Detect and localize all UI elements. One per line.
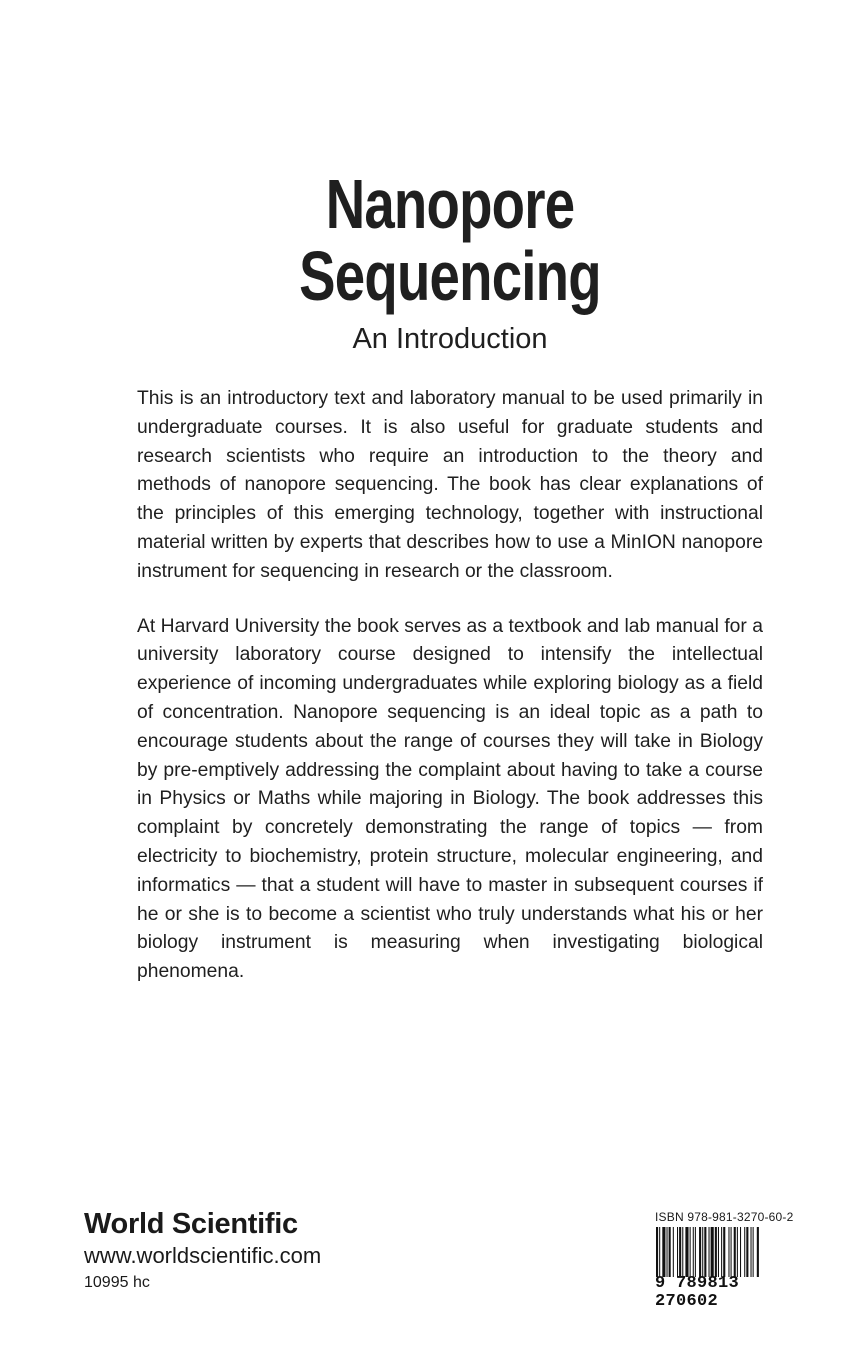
publisher-code: 10995 hc <box>84 1274 150 1291</box>
barcode-digits: 9 789813 270602 <box>655 1274 740 1311</box>
barcode-bar <box>734 1227 736 1277</box>
barcode-bar <box>723 1227 725 1277</box>
barcode-icon <box>655 1227 799 1277</box>
barcode-bar <box>702 1227 703 1277</box>
barcode-bar <box>709 1227 710 1277</box>
title-line-2: Sequencing <box>299 237 601 315</box>
publisher-url: www.worldscientific.com <box>84 1243 322 1268</box>
barcode-bar <box>669 1227 671 1277</box>
barcode-bar <box>731 1227 732 1277</box>
barcode-bar <box>715 1227 717 1277</box>
barcode-block <box>655 1210 799 1311</box>
barcode-bar <box>695 1227 696 1277</box>
barcode-bar <box>699 1227 701 1277</box>
barcode-bar <box>711 1227 714 1277</box>
barcode-bar <box>693 1227 694 1277</box>
title-block <box>0 165 855 356</box>
barcode-bar <box>659 1227 660 1277</box>
barcode-bar <box>718 1227 719 1277</box>
barcode-bar <box>728 1227 729 1277</box>
barcode-bar <box>737 1227 738 1277</box>
barcode-bar <box>682 1227 683 1277</box>
isbn-label: ISBN 978-981-3270-60-2 <box>655 1210 794 1224</box>
barcode-bar <box>721 1227 722 1277</box>
barcode-bar <box>704 1227 706 1277</box>
blurb-paragraph-1: This is an introductory text and laboratory manual to be used primarily in undergraduate courses. It is also useful for graduate students and research scientists who require an introduction to the theory and methods of nanopore sequencing. The book has clear explanations of the principles of this emerging technology, together with instructional material written by experts that describes how to use a MinION nanopore instrument for sequencing in research or the classroom. <box>137 388 763 582</box>
publisher-block <box>84 1206 321 1294</box>
title-line-1: Nanopore <box>325 165 575 243</box>
blurb-paragraph-2: At Harvard University the book serves as a textbook and lab manual for a university laboratory course designed to intensify the intellectual experience of incoming undergraduates while exploring biology as a field of concentration. Nanopore sequencing is an ideal topic as a path to encourage students about the range of courses they will take in Biology by pre-emptively addressing the complaint about having to take a course in Physics or Maths while majoring in Biology. The book addresses this complaint by concretely demonstrating the range of topics — from electricity to biochemistry, protein structure, molecular engineering, and informatics — that a student will have to master in subsequent courses if he or she is to become a scientist who truly understands what his or her biology instrument is measuring when investigating biological phenomena. <box>137 615 763 983</box>
barcode-bar <box>690 1227 691 1277</box>
barcode-bar <box>667 1227 668 1277</box>
barcode-bar <box>740 1227 741 1277</box>
blurb-text <box>137 385 763 1013</box>
barcode-bar <box>656 1227 658 1277</box>
barcode-bar <box>662 1227 665 1277</box>
barcode-bar <box>673 1227 674 1277</box>
barcode-bar <box>746 1227 748 1277</box>
barcode-bar <box>753 1227 754 1277</box>
publisher-name: World Scientific <box>84 1208 298 1240</box>
barcode-bar <box>757 1227 759 1277</box>
barcode-bar <box>679 1227 681 1277</box>
subtitle: An Introduction <box>352 323 548 355</box>
barcode-bar <box>751 1227 752 1277</box>
barcode-bar <box>744 1227 745 1277</box>
barcode-bar <box>685 1227 688 1277</box>
barcode-bar <box>677 1227 678 1277</box>
